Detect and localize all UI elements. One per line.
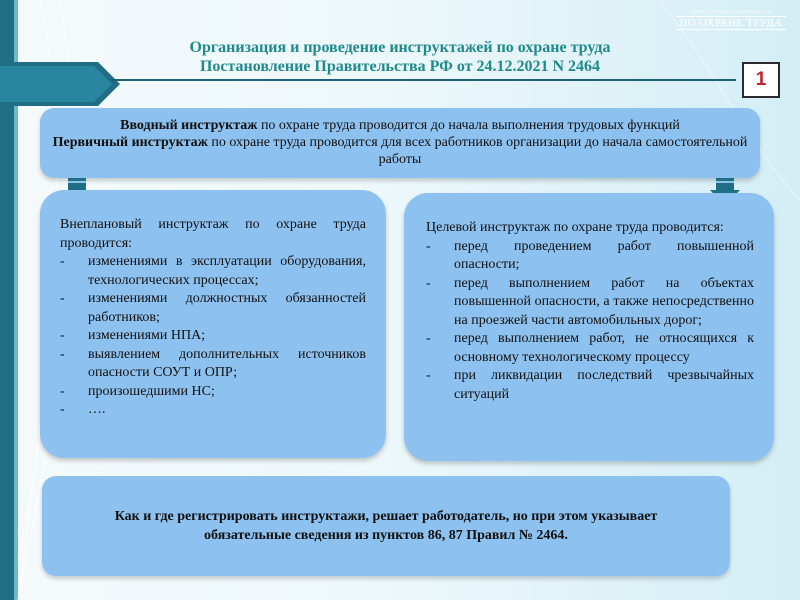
intro-box — [40, 108, 760, 178]
header-arrow-icon — [0, 62, 120, 106]
intro-line-1-bold: Вводный инструктаж — [120, 118, 258, 133]
list-item: - перед проведением работ повышенной опасности; — [426, 238, 754, 275]
unscheduled-briefing-card — [40, 190, 386, 458]
page-number-badge: 1 — [742, 62, 780, 98]
list-item: - изменениями НПА; — [60, 327, 366, 346]
title-line-1: Организация и проведение инструктажей по охране труда — [189, 39, 611, 56]
logo-title: ПО ОХРАНЕ ТРУДА — [676, 16, 786, 30]
list-item: - изменениями должностных обязанностей работников; — [60, 290, 366, 327]
registration-note-text: Как и где регистрировать инструктажи, решает работодатель, но при этом указывает обязательные сведения из пунктов 86, 87 Правил № 2464. — [114, 509, 658, 543]
list-item: - произошедшими НС; — [60, 383, 366, 402]
registration-note-box — [42, 476, 730, 576]
list-item: - при ликвидации последствий чрезвычайных ситуаций — [426, 367, 754, 404]
list-item: - выявлением дополнительных источников опасности СОУТ и ОПР; — [60, 346, 366, 383]
page-title — [120, 38, 680, 76]
intro-line-2-bold: Первичный инструктаж — [52, 135, 208, 150]
unscheduled-intro: Внеплановый инструктаж по охране труда проводится: — [60, 217, 366, 251]
target-briefing-card — [404, 193, 774, 461]
list-item: - перед выполнением работ на объектах повышенной опасности, а также непосредственно на проезжей части автомобильных дорог; — [426, 275, 754, 331]
header-divider — [110, 79, 736, 81]
list-item: - …. — [60, 401, 366, 420]
brand-logo — [676, 10, 786, 30]
unscheduled-list — [60, 253, 366, 420]
title-line-2: Постановление Правительства РФ от 24.12.2021 N 2464 — [199, 58, 601, 75]
target-list — [426, 238, 754, 405]
intro-line-1-rest: по охране труда проводится до начала выполнения трудовых функций — [257, 118, 680, 133]
intro-line-1 — [40, 117, 760, 134]
intro-line-2-rest: по охране труда проводится для всех работников организации до начала самостоятельной работы — [207, 135, 748, 167]
intro-line-2 — [40, 134, 760, 168]
list-item: - изменениями в эксплуатации оборудования, технологических процессах; — [60, 253, 366, 290]
list-item: - перед выполнением работ, не относящихся к основному технологическому процессу — [426, 330, 754, 367]
logo-subtitle: СПРАВОЧНИК СПЕЦИАЛИСТА — [689, 10, 773, 15]
target-intro: Целевой инструктаж по охране труда проводится: — [426, 220, 724, 235]
